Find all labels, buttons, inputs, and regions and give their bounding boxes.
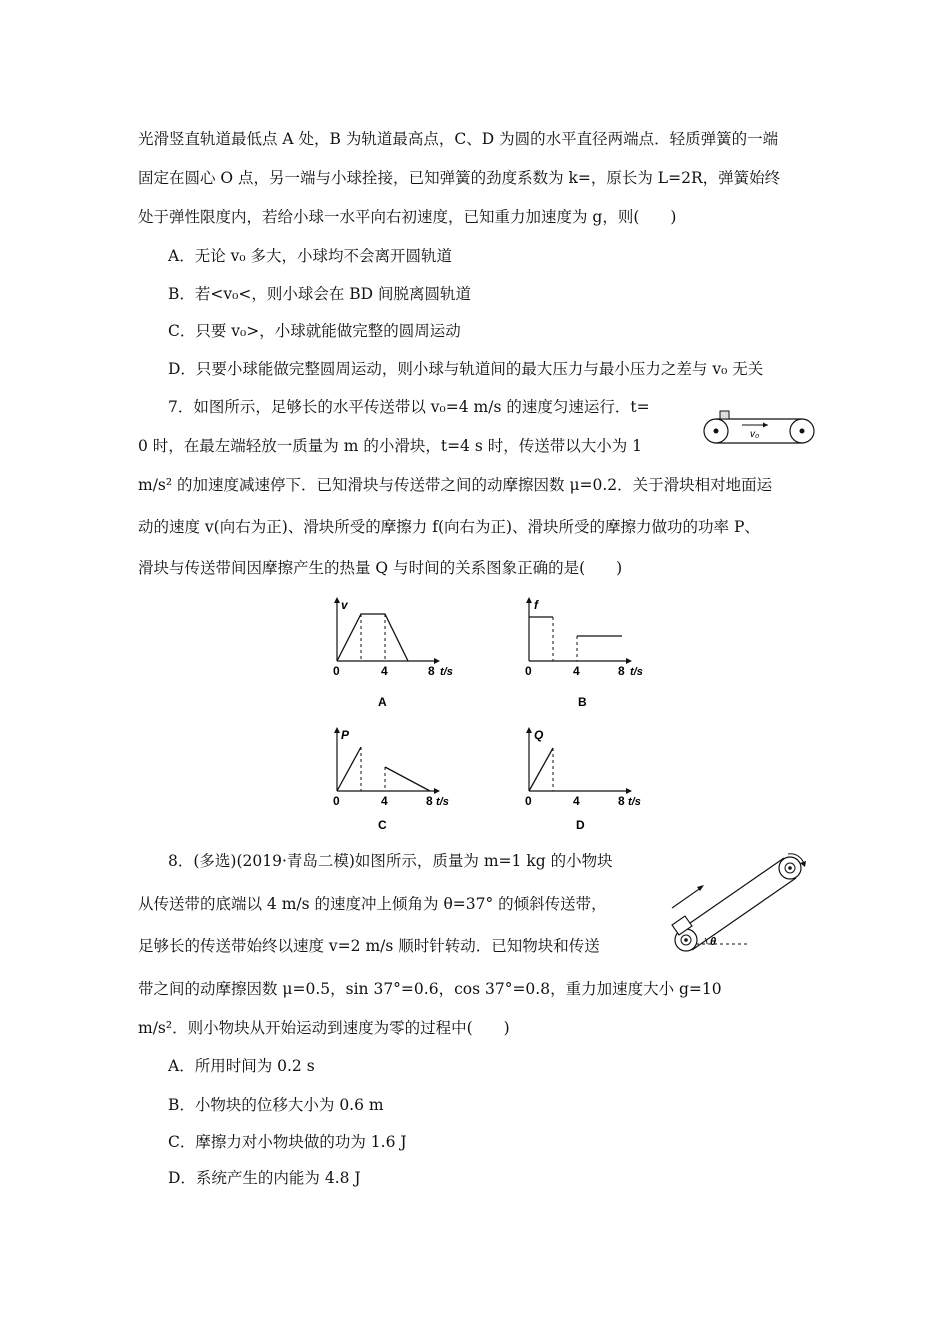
q8-line-4: 带之间的动摩擦因数 μ=0.5，sin 37°=0.6，cos 37°=0.8，重力加速度大小 g=10 [138, 980, 722, 998]
graph-d-caption: D [576, 818, 585, 832]
q6-option-a: A．无论 v₀ 多大，小球均不会离开圆轨道 [168, 247, 453, 265]
graph-b-ylabel: f [534, 598, 538, 612]
graph-a-tick-4: 4 [381, 664, 388, 678]
graph-a-xunit: t/s [440, 666, 453, 678]
q7-line-5: 滑块与传送带间因摩擦产生的热量 Q 与时间的关系图象正确的是( ) [138, 559, 623, 577]
velocity-curve [337, 614, 408, 661]
slider-block [720, 411, 729, 419]
graph-b-caption: B [578, 695, 587, 709]
graph-b-tick-8: 8 [618, 664, 625, 678]
q6-option-b: B．若<v₀<，则小球会在 BD 间脱离圆轨道 [168, 285, 472, 303]
graph-d-ylabel: Q [534, 728, 544, 742]
q7-line-3: m/s² 的加速度减速停下．已知滑块与传送带之间的动摩擦因数 μ=0.2．关于滑块相对地面运 [138, 476, 773, 494]
graph-d-origin: 0 [525, 794, 532, 808]
graph-b [514, 592, 654, 712]
q8-line-5: m/s²．则小物块从开始运动到速度为零的过程中( ) [138, 1019, 510, 1037]
graph-c-ylabel: P [341, 728, 350, 742]
belt-speed-label: v₀ [750, 429, 760, 440]
graph-c-origin: 0 [333, 794, 340, 808]
graph-a-ylabel: v [341, 598, 348, 612]
small-block [672, 916, 692, 935]
q6-line-3: 处于弹性限度内，若给小球一水平向右初速度，已知重力加速度为 g，则( ) [138, 208, 677, 226]
graph-c-caption: C [378, 818, 387, 832]
graph-a-tick-8: 8 [428, 664, 435, 678]
graph-d-tick-4: 4 [573, 794, 580, 808]
q6-option-d: D．只要小球能做完整圆周运动，则小球与轨道间的最大压力与最小压力之差与 v₀ 无关 [168, 360, 764, 378]
graph-c-tick-4: 4 [381, 794, 388, 808]
graph-a [322, 592, 462, 712]
q8-option-a: A．所用时间为 0.2 s [168, 1057, 315, 1075]
q7-line-4: 动的速度 v(向右为正)、滑块所受的摩擦力 f(向右为正)、滑块所受的摩擦力做功的功率 P、 [138, 518, 760, 536]
graph-c-xunit: t/s [436, 796, 449, 808]
incline-angle-label: θ [710, 936, 717, 948]
q6-option-c: C．只要 v₀>，小球就能做完整的圆周运动 [168, 322, 461, 340]
inclined-belt-figure [660, 848, 810, 958]
graph-d-xunit: t/s [628, 796, 641, 808]
q7-line-1: 7．如图所示，足够长的水平传送带以 v₀=4 m/s 的速度匀速运行．t= [168, 398, 650, 416]
q8-line-3: 足够长的传送带始终以速度 v=2 m/s 顺时针转动．已知物块和传送 [138, 937, 600, 955]
power-rise [337, 747, 361, 791]
graph-c-tick-8: 8 [426, 794, 433, 808]
q8-line-2: 从传送带的底端以 4 m/s 的速度冲上倾角为 θ=37° 的倾斜传送带， [138, 895, 607, 913]
q6-line-2: 固定在圆心 O 点，另一端与小球拴接，已知弹簧的劲度系数为 k=，原长为 L=2R，弹簧始终 [138, 169, 781, 187]
graph-b-xunit: t/s [630, 666, 643, 678]
graph-d [514, 722, 654, 837]
graph-a-caption: A [378, 695, 387, 709]
q8-option-c: C．摩擦力对小物块做的功为 1.6 J [168, 1133, 407, 1151]
graph-a-origin: 0 [333, 664, 340, 678]
q8-option-d: D．系统产生的内能为 4.8 J [168, 1169, 361, 1187]
q6-line-1: 光滑竖直轨道最低点 A 处，B 为轨道最高点，C、D 为圆的水平直径两端点．轻质弹簧的一端 [138, 130, 779, 148]
horizontal-belt-figure [698, 403, 820, 449]
graph-b-tick-4: 4 [573, 664, 580, 678]
q7-line-2: 0 时，在最左端轻放一质量为 m 的小滑块，t=4 s 时，传送带以大小为 1 [138, 437, 643, 455]
graph-b-origin: 0 [525, 664, 532, 678]
graph-c [322, 722, 462, 837]
q8-option-b: B．小物块的位移大小为 0.6 m [168, 1096, 384, 1114]
power-fall [385, 767, 430, 791]
heat-rise [529, 748, 553, 791]
graph-d-tick-8: 8 [618, 794, 625, 808]
q8-line-1: 8．(多选)(2019·青岛二模)如图所示，质量为 m=1 kg 的小物块 [168, 852, 613, 870]
